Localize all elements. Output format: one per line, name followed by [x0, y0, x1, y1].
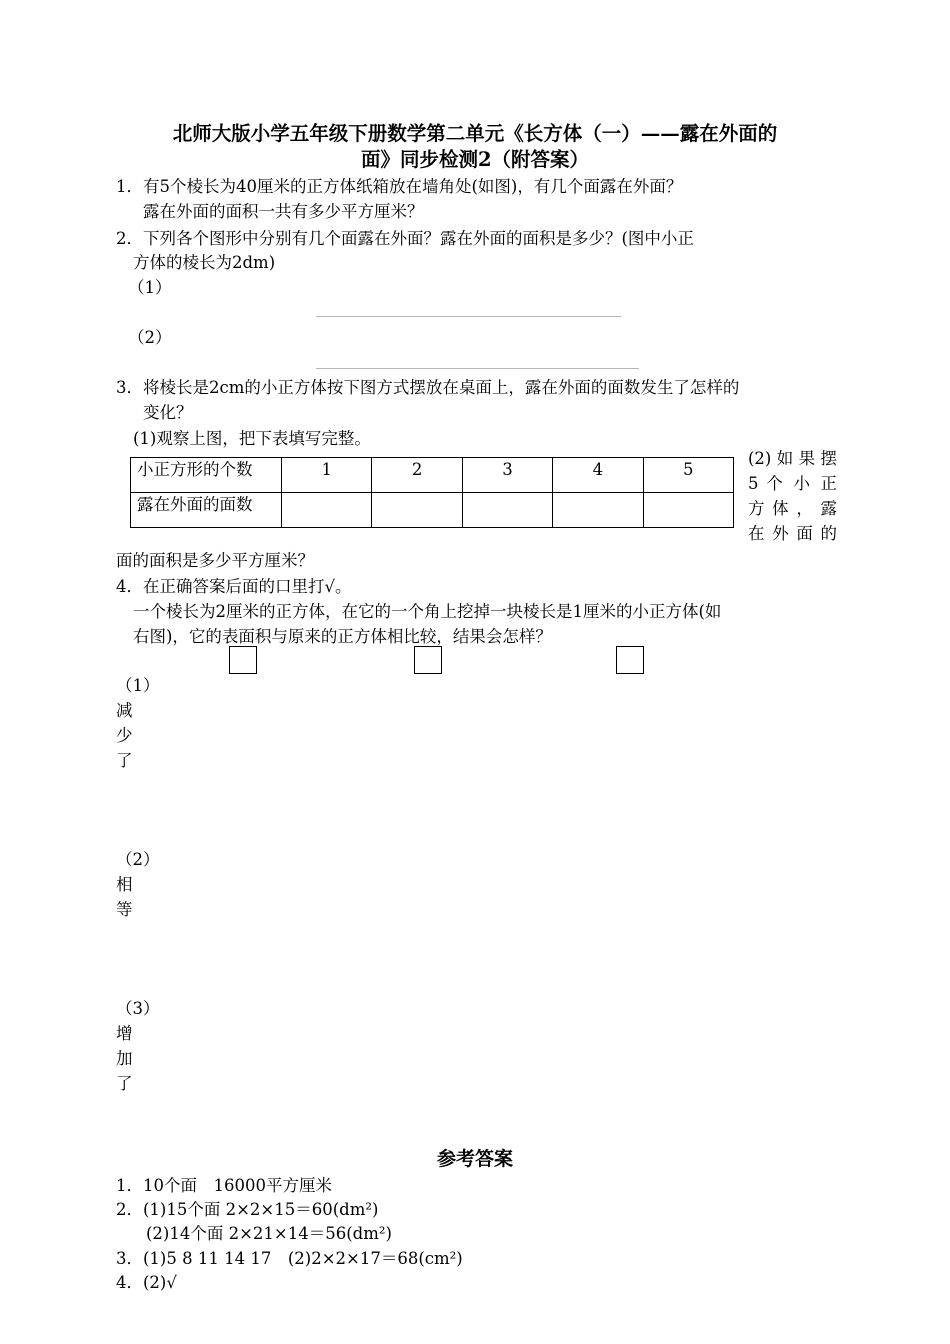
question-4-line-3: 右图)，它的表面积与原来的正方体相比较，结果会怎样？ [133, 627, 552, 646]
question-2-sub-2: （2） [128, 328, 172, 347]
question-3-part-2-tail: 面的面积是多少平方厘米？ [116, 551, 314, 570]
table-row [131, 458, 734, 493]
question-1-line-2: 露在外面的面积一共有多少平方厘米？ [143, 202, 424, 221]
option-2: （2）相等 [116, 850, 160, 919]
table-cell: 3 [462, 458, 552, 493]
figure-placeholder-rule-1 [316, 316, 621, 317]
question-3-part-2-line-4: 在 外 面 的 [748, 524, 837, 543]
table-cell: 5 [643, 458, 733, 493]
answer-2-part-1: 2．(1)15个面 2×2×15＝60(dm²) [116, 1200, 379, 1219]
table-cell: 2 [372, 458, 462, 493]
option-1: （1）减少了 [116, 676, 160, 770]
table-cell: 4 [553, 458, 643, 493]
question-3-line-1: 3．将棱长是2cm的小正方体按下图方式摆放在桌面上，露在外面的面数发生了怎样的 [116, 378, 740, 397]
question-1-line-1: 1．有5个棱长为40厘米的正方体纸箱放在墙角处(如图)，有几个面露在外面？ [116, 177, 683, 196]
table-empty-cell[interactable] [553, 493, 643, 528]
faces-table [130, 457, 734, 528]
table-empty-cell[interactable] [462, 493, 552, 528]
question-2-line-1: 2．下列各个图形中分别有几个面露在外面？露在外面的面积是多少？(图中小正 [116, 229, 694, 248]
question-3-part-2-line-3: 方体，露 [748, 499, 837, 518]
answers-heading: 参考答案 [436, 1148, 513, 1170]
option-3: （3）增加了 [116, 999, 160, 1093]
table-row [131, 493, 734, 528]
question-2-sub-1: （1） [128, 278, 172, 297]
question-4-line-1: 4．在正确答案后面的口里打√。 [116, 577, 352, 596]
answer-checkbox-1[interactable] [229, 646, 257, 674]
table-header-count: 小正方形的个数 [131, 458, 282, 493]
question-3-part-2-line-1: (2)如果摆 [748, 449, 837, 468]
question-3-line-2: 变化？ [143, 403, 193, 422]
question-3-part-1: (1)观察上图，把下表填写完整。 [133, 429, 371, 448]
page-title-line-1: 北师大版小学五年级下册数学第二单元《长方体（一）——露在外面的 [172, 122, 778, 145]
answer-checkbox-3[interactable] [616, 646, 644, 674]
question-3-part-2-line-2: 5 个 小 正 [748, 474, 837, 493]
answer-1: 1．10个面 16000平方厘米 [116, 1176, 332, 1195]
table-empty-cell[interactable] [282, 493, 372, 528]
figure-placeholder-rule-2 [316, 368, 639, 369]
table-empty-cell[interactable] [643, 493, 733, 528]
question-4-line-2: 一个棱长为2厘米的正方体，在它的一个角上挖掉一块棱长是1厘米的小正方体(如 [133, 602, 722, 621]
table-cell: 1 [282, 458, 372, 493]
question-2-line-2: 方体的棱长为2dm) [133, 253, 276, 272]
answer-4: 4．(2)√ [116, 1273, 177, 1292]
table-header-faces: 露在外面的面数 [131, 493, 282, 528]
answer-3: 3．(1)5 8 11 14 17 (2)2×2×17＝68(cm²) [116, 1249, 463, 1268]
table-empty-cell[interactable] [372, 493, 462, 528]
answer-checkbox-2[interactable] [414, 646, 442, 674]
page-title-line-2: 面》同步检测2（附答案） [360, 148, 590, 171]
answer-2-part-2: (2)14个面 2×21×14＝56(dm²) [146, 1224, 392, 1243]
